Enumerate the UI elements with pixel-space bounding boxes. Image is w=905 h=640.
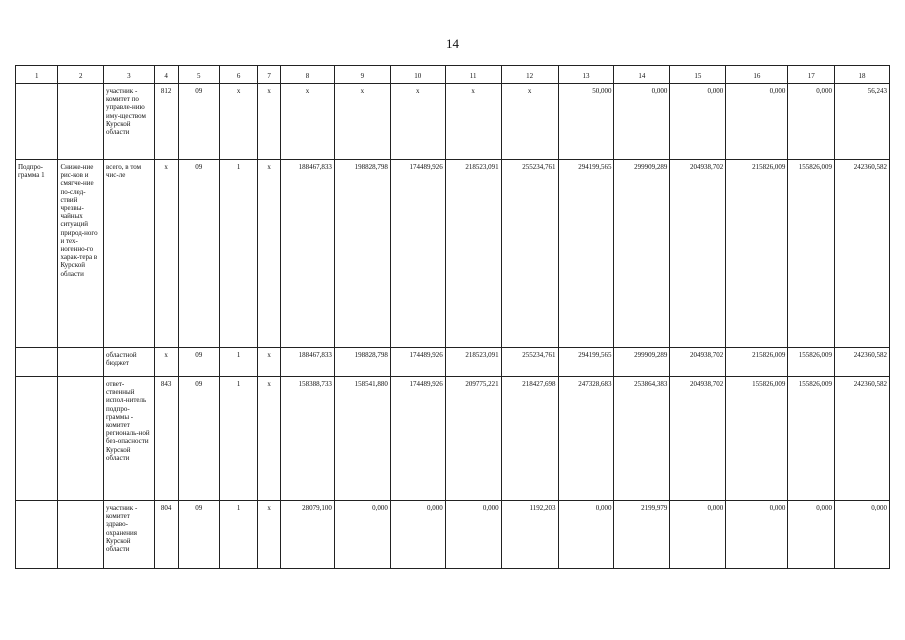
value-cell: 215826,009 bbox=[726, 160, 788, 348]
value-cell: 215826,009 bbox=[726, 348, 788, 377]
program-name-cell bbox=[58, 377, 104, 501]
value-cell: 204938,702 bbox=[670, 377, 726, 501]
subsection-code-cell: 1 bbox=[219, 501, 257, 569]
table-row bbox=[16, 160, 890, 348]
value-cell: 155826,009 bbox=[788, 160, 835, 348]
value-cell: 0,000 bbox=[788, 84, 835, 160]
value-cell: 155826,009 bbox=[788, 348, 835, 377]
program-name-cell bbox=[58, 348, 104, 377]
program-cell: Подпро-грамма 1 bbox=[16, 160, 58, 348]
value-cell: 255234,761 bbox=[501, 160, 558, 348]
subsection-code-cell: x bbox=[219, 84, 257, 160]
value-cell: 0,000 bbox=[558, 501, 614, 569]
value-cell: 0,000 bbox=[334, 501, 390, 569]
value-cell: 28079,100 bbox=[281, 501, 335, 569]
header-cell: 5 bbox=[178, 66, 219, 84]
value-cell: 242360,582 bbox=[834, 348, 889, 377]
header-cell: 18 bbox=[834, 66, 889, 84]
header-cell: 14 bbox=[614, 66, 670, 84]
value-cell: 155826,009 bbox=[726, 377, 788, 501]
value-cell: 299909,289 bbox=[614, 348, 670, 377]
value-cell: 0,000 bbox=[670, 84, 726, 160]
value-cell: 50,000 bbox=[558, 84, 614, 160]
page-number: 14 bbox=[446, 36, 459, 51]
table-row bbox=[16, 84, 890, 160]
grbs-code-cell: 804 bbox=[154, 501, 178, 569]
header-cell: 10 bbox=[390, 66, 445, 84]
value-cell: 218427,698 bbox=[501, 377, 558, 501]
header-cell: 6 bbox=[219, 66, 257, 84]
header-cell: 9 bbox=[334, 66, 390, 84]
header-cell: 4 bbox=[154, 66, 178, 84]
value-cell: x bbox=[501, 84, 558, 160]
table-row bbox=[16, 348, 890, 377]
target-code-cell: x bbox=[258, 501, 281, 569]
program-cell bbox=[16, 501, 58, 569]
section-code-cell: 09 bbox=[178, 160, 219, 348]
value-cell: 0,000 bbox=[788, 501, 835, 569]
value-cell: 247328,683 bbox=[558, 377, 614, 501]
subsection-code-cell: 1 bbox=[219, 160, 257, 348]
value-cell: 174489,926 bbox=[390, 160, 445, 348]
value-cell: 198828,798 bbox=[334, 348, 390, 377]
value-cell: 198828,798 bbox=[334, 160, 390, 348]
header-cell: 8 bbox=[281, 66, 335, 84]
value-cell: 0,000 bbox=[726, 84, 788, 160]
value-cell: 0,000 bbox=[670, 501, 726, 569]
value-cell: 255234,761 bbox=[501, 348, 558, 377]
executor-cell: участник - комитет здраво-охранения Курской области bbox=[104, 501, 155, 569]
target-code-cell: x bbox=[258, 377, 281, 501]
section-code-cell: 09 bbox=[178, 348, 219, 377]
header-cell: 13 bbox=[558, 66, 614, 84]
header-cell: 11 bbox=[445, 66, 501, 84]
value-cell: 242360,582 bbox=[834, 160, 889, 348]
grbs-code-cell: 812 bbox=[154, 84, 178, 160]
grbs-code-cell: x bbox=[154, 348, 178, 377]
value-cell: 294199,565 bbox=[558, 160, 614, 348]
value-cell: 188467,833 bbox=[281, 160, 335, 348]
program-cell bbox=[16, 348, 58, 377]
subsection-code-cell: 1 bbox=[219, 377, 257, 501]
header-cell: 16 bbox=[726, 66, 788, 84]
target-code-cell: x bbox=[258, 348, 281, 377]
program-cell bbox=[16, 377, 58, 501]
value-cell: 174489,926 bbox=[390, 377, 445, 501]
value-cell: 0,000 bbox=[726, 501, 788, 569]
header-cell: 2 bbox=[58, 66, 104, 84]
executor-cell: областной бюджет bbox=[104, 348, 155, 377]
executor-cell: ответ-ственный испол-нитель подпро-граммы - комитет региональ-ной без-опасности Курской области bbox=[104, 377, 155, 501]
target-code-cell: x bbox=[258, 160, 281, 348]
value-cell: 188467,833 bbox=[281, 348, 335, 377]
value-cell: x bbox=[390, 84, 445, 160]
header-cell: 7 bbox=[258, 66, 281, 84]
header-cell: 1 bbox=[16, 66, 58, 84]
value-cell: 174489,926 bbox=[390, 348, 445, 377]
section-code-cell: 09 bbox=[178, 84, 219, 160]
header-cell: 3 bbox=[104, 66, 155, 84]
value-cell: 0,000 bbox=[614, 84, 670, 160]
value-cell: 56,243 bbox=[834, 84, 889, 160]
value-cell: 158388,733 bbox=[281, 377, 335, 501]
value-cell: 294199,565 bbox=[558, 348, 614, 377]
value-cell: 218523,091 bbox=[445, 348, 501, 377]
table-row bbox=[16, 377, 890, 501]
program-name-cell bbox=[58, 84, 104, 160]
budget-table bbox=[15, 65, 890, 569]
value-cell: 0,000 bbox=[390, 501, 445, 569]
value-cell: x bbox=[334, 84, 390, 160]
value-cell: x bbox=[281, 84, 335, 160]
value-cell: 1192,203 bbox=[501, 501, 558, 569]
value-cell: 299909,289 bbox=[614, 160, 670, 348]
table-row bbox=[16, 501, 890, 569]
program-cell bbox=[16, 84, 58, 160]
grbs-code-cell: x bbox=[154, 160, 178, 348]
value-cell: x bbox=[445, 84, 501, 160]
value-cell: 204938,702 bbox=[670, 160, 726, 348]
value-cell: 158541,880 bbox=[334, 377, 390, 501]
target-code-cell: x bbox=[258, 84, 281, 160]
program-name-cell: Сниже-ние рис-ков и смягче-ние по-след-ствий чрезвы-чайных ситуаций природ-ного и тех-ногенно-го харак-тера в Курской области bbox=[58, 160, 104, 348]
value-cell: 218523,091 bbox=[445, 160, 501, 348]
grbs-code-cell: 843 bbox=[154, 377, 178, 501]
header-row bbox=[16, 66, 890, 84]
value-cell: 0,000 bbox=[445, 501, 501, 569]
subsection-code-cell: 1 bbox=[219, 348, 257, 377]
value-cell: 155826,009 bbox=[788, 377, 835, 501]
executor-cell: всего, в том чис-ле bbox=[104, 160, 155, 348]
value-cell: 253864,383 bbox=[614, 377, 670, 501]
value-cell: 242360,582 bbox=[834, 377, 889, 501]
value-cell: 2199,979 bbox=[614, 501, 670, 569]
executor-cell: участник - комитет по управле-нию иму-ществом Курской области bbox=[104, 84, 155, 160]
header-cell: 17 bbox=[788, 66, 835, 84]
value-cell: 209775,221 bbox=[445, 377, 501, 501]
value-cell: 204938,702 bbox=[670, 348, 726, 377]
section-code-cell: 09 bbox=[178, 377, 219, 501]
header-cell: 15 bbox=[670, 66, 726, 84]
section-code-cell: 09 bbox=[178, 501, 219, 569]
program-name-cell bbox=[58, 501, 104, 569]
header-cell: 12 bbox=[501, 66, 558, 84]
value-cell: 0,000 bbox=[834, 501, 889, 569]
